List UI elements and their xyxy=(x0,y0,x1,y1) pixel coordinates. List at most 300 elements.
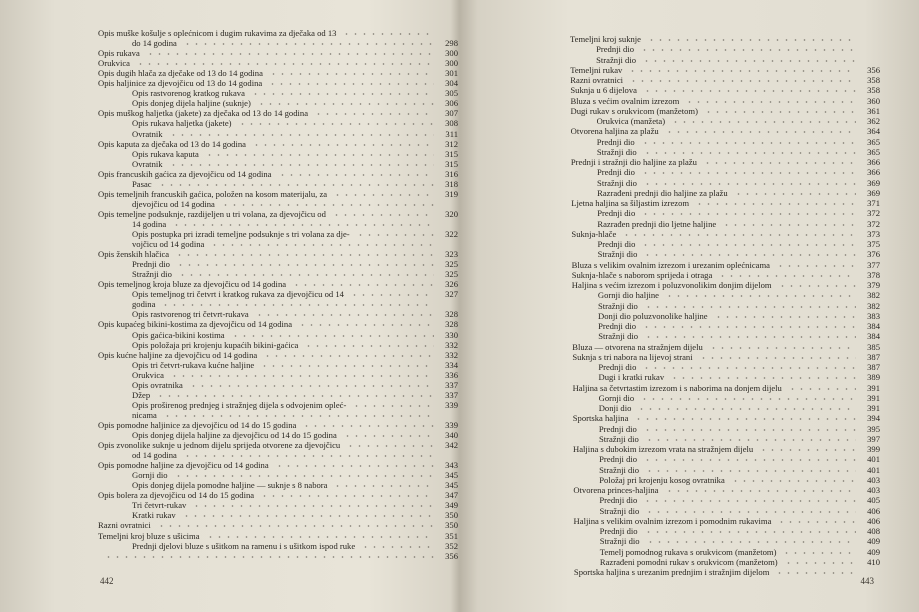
toc-entry-page: 340 xyxy=(445,430,458,440)
leader-dots xyxy=(722,219,856,229)
toc-entry-title: Razni ovratnici xyxy=(570,75,624,85)
leader-dots xyxy=(269,68,434,78)
toc-entry-title: Ovratnik xyxy=(132,158,163,169)
toc-entry-title: Haljina sa četvrtastim izrezom i s naborima na donjem dijelu xyxy=(572,382,782,393)
toc-entry-title: Opis bolera za djevojčicu od 14 do 15 godina xyxy=(98,490,255,501)
page-number: 443 xyxy=(860,576,874,586)
leader-dots xyxy=(158,179,434,189)
toc-entry-title: Opis francuskih gaćica za djevojčicu od 14 godina xyxy=(98,168,272,179)
toc-entry-title: Suknja-hlače s naborom sprijeda i otraga xyxy=(571,269,713,280)
leader-dots xyxy=(641,137,856,147)
toc-entry xyxy=(500,475,880,485)
leader-dots xyxy=(156,390,434,400)
toc-entry-title: Bluza s većim ovalnim izrezom xyxy=(570,95,680,106)
toc-entry xyxy=(40,500,458,510)
toc-entry-title: Prednji dio xyxy=(598,423,637,434)
toc-entry-title: djevojčicu od 14 godina xyxy=(132,198,215,209)
toc-entry xyxy=(40,169,458,179)
toc-entry-title: Stražnji dio xyxy=(596,146,637,157)
leader-dots xyxy=(670,372,856,382)
toc-entry-title: Opis temeljnog kroja bluze za djevojčicu od 14 godina xyxy=(98,279,287,290)
toc-entry-title: Džep xyxy=(132,389,151,400)
toc-entry xyxy=(500,116,880,126)
toc-entry xyxy=(500,403,880,413)
toc-entry-title: Opis rukava haljetka (jakete) xyxy=(132,118,232,129)
toc-entry-title: Prednji dio xyxy=(599,454,638,465)
toc-entry-title: Stražnji dio xyxy=(599,464,640,475)
toc-entry xyxy=(500,44,880,54)
toc-entry-title: Opis muškog haljetka (jakete) za dječaka od 13 do 14 godina xyxy=(98,108,309,119)
toc-entry-page: 358 xyxy=(867,85,880,96)
toc-entry-page: 409 xyxy=(867,536,880,547)
leader-dots xyxy=(665,290,856,300)
toc-entry-page: 308 xyxy=(445,118,458,129)
toc-entry xyxy=(500,485,880,495)
toc-entry-title: Opis kaputa za dječaka od 13 do 14 godina xyxy=(98,138,246,149)
toc-entry-title: Prednji dio xyxy=(598,321,637,331)
toc-entry-page: 401 xyxy=(867,454,880,465)
leader-dots xyxy=(665,485,857,495)
toc-entry xyxy=(500,372,880,382)
toc-entry-title: Opis donjeg dijela haljine za djevojčicu od 14 do 15 godina xyxy=(132,430,337,440)
toc-entry-title: Opis rukava kaputa xyxy=(132,148,199,159)
toc-entry xyxy=(500,167,880,177)
toc-entry xyxy=(40,450,458,460)
leader-dots xyxy=(157,520,434,530)
toc-entry xyxy=(40,309,458,319)
toc-entry-page: 377 xyxy=(867,259,880,270)
toc-entry-page: 318 xyxy=(445,178,458,189)
toc-entry-page: 391 xyxy=(867,392,880,403)
toc-entry-title: Opis temeljnog tri četvrt i kratkog rukava za djevojčicu od 14 xyxy=(132,289,344,300)
toc-entry-title: Tri četvrt-rukav xyxy=(132,500,187,511)
toc-entry xyxy=(40,400,458,410)
toc-entry-title: Opis haljinice za djevojčicu od 13 do 14 godina xyxy=(98,78,263,89)
toc-entry-title: Ljetna haljina sa šiljastim izrezom xyxy=(571,198,690,208)
leader-dots xyxy=(695,198,856,208)
toc-entry-title: Razrađeni pomodni rukav s orukvicom (manžetom) xyxy=(599,556,778,567)
toc-entry xyxy=(40,410,458,420)
leader-dots xyxy=(643,424,856,434)
toc-entry-title: Opis dugih hlača za dječake od 13 do 14 godina xyxy=(98,68,263,79)
toc-entry-page: 403 xyxy=(867,485,880,495)
toc-entry xyxy=(40,159,458,169)
leader-dots xyxy=(642,321,856,331)
leader-dots xyxy=(221,199,434,209)
toc-entry-title: nicama xyxy=(132,409,157,420)
toc-entry-page: 365 xyxy=(867,146,880,157)
toc-entry xyxy=(500,178,880,188)
toc-entry-title: Prednji dio xyxy=(598,362,637,372)
toc-entry-page: 339 xyxy=(445,419,458,430)
toc-entry-title: 14 godina xyxy=(132,218,167,229)
toc-entry-title: Kratki rukav xyxy=(132,510,176,521)
toc-entry-page: 382 xyxy=(867,290,880,301)
toc-entry xyxy=(500,137,880,147)
toc-entry-page: 369 xyxy=(867,177,880,188)
toc-entry-title: Otvorena haljina za plažu xyxy=(570,126,659,137)
toc-entry xyxy=(40,390,458,400)
toc-entry-page: 325 xyxy=(445,269,458,280)
toc-entry-page: 332 xyxy=(445,349,458,360)
toc-entry-title: Prednji dio xyxy=(596,136,635,147)
toc-entry-page: 332 xyxy=(445,339,458,350)
toc-entry xyxy=(40,229,458,239)
leader-dots xyxy=(172,219,434,229)
toc-entry-title: Opis postupka pri izradi temeljne podsuknje s tri volana za dje- xyxy=(132,229,350,239)
toc-entry xyxy=(40,279,458,289)
toc-entry-page: 323 xyxy=(445,249,458,260)
toc-entry xyxy=(40,460,458,470)
toc-entry-page: 322 xyxy=(445,229,458,239)
toc-entry-page: 366 xyxy=(867,167,880,178)
toc-entry-title: Stražnji dio xyxy=(597,177,637,188)
toc-entry-title: Opis položaja pri krojenju kupaćih bikini-gaćica xyxy=(132,339,299,350)
toc-entry-title: Opis donjeg dijela haljine (suknje) xyxy=(132,98,251,109)
toc-entry xyxy=(40,199,458,209)
toc-entry-title: Temeljni kroj suknje xyxy=(570,34,641,44)
toc-entry xyxy=(500,55,880,65)
toc-entry-page: 406 xyxy=(867,505,880,516)
leader-dots xyxy=(333,480,434,490)
toc-entry-title: Opis kupaćeg bikini-kostima za djevojčicu od 14 godina xyxy=(98,319,293,330)
leader-dots xyxy=(634,413,856,423)
leader-dots xyxy=(703,157,856,167)
leader-dots xyxy=(645,465,856,475)
leader-dots xyxy=(671,116,856,126)
toc-entry-title: Opis rastvorenog kratkog rukava xyxy=(132,88,245,99)
leader-dots xyxy=(333,189,434,199)
toc-entry xyxy=(40,541,458,551)
toc-entry xyxy=(40,360,458,370)
leader-dots xyxy=(644,301,856,311)
toc-entry xyxy=(40,269,458,279)
toc-entry xyxy=(40,108,458,118)
toc-entry xyxy=(500,342,880,352)
toc-entry xyxy=(40,510,458,520)
leader-dots xyxy=(257,98,434,108)
toc-entry xyxy=(500,85,880,95)
toc-entry-title: Prednji i stražnji dio haljine za plažu xyxy=(570,157,697,167)
leader-dots xyxy=(782,547,856,557)
toc-entry-title: Haljina s velikim ovalnim izrezom i pomodnim rukavima xyxy=(573,515,772,526)
toc-entry-page: 350 xyxy=(445,510,458,521)
toc-entry-title: Bluza s velikim ovalnim izrezom i urezanim oplećnicama xyxy=(571,259,770,270)
leader-dots xyxy=(260,360,434,370)
toc-entry xyxy=(40,179,458,189)
toc-entry-title: Opis proširenog prednjeg i stražnjeg dijela s odvojenim opleć- xyxy=(132,399,347,410)
toc-entry xyxy=(40,88,458,98)
leader-dots xyxy=(163,410,434,420)
toc-entry-page: 395 xyxy=(867,423,880,434)
toc-entry xyxy=(40,149,458,159)
toc-entry-page: 410 xyxy=(867,556,880,567)
toc-entry-page: 372 xyxy=(867,218,880,229)
toc-entry-page: 362 xyxy=(867,116,880,126)
leader-dots xyxy=(356,229,434,239)
toc-entry-page: 361 xyxy=(867,105,880,116)
toc-entry xyxy=(500,229,880,239)
leader-dots xyxy=(183,450,434,460)
toc-entry xyxy=(40,289,458,299)
leader-dots xyxy=(174,470,434,480)
toc-entry xyxy=(500,516,880,526)
toc-entry xyxy=(40,118,458,128)
leader-dots xyxy=(206,531,434,541)
toc-entry-title: Orukvica xyxy=(132,369,164,380)
leader-dots xyxy=(205,149,434,159)
toc-entry-title: vojčicu od 14 godina xyxy=(132,239,205,250)
toc-entry xyxy=(500,393,880,403)
toc-entry-page: 369 xyxy=(867,187,880,198)
toc-entry xyxy=(40,189,458,199)
leader-dots xyxy=(292,279,434,289)
toc-entry-title: Opis tri četvrt-rukava kućne haljine xyxy=(132,359,255,370)
toc-entry-title: Orukvica xyxy=(98,58,130,69)
toc-entry-page: 315 xyxy=(445,148,458,159)
toc-entry xyxy=(500,219,880,229)
toc-entry xyxy=(500,280,880,290)
toc-entry xyxy=(500,413,880,423)
toc-entry-title: Razni ovratnici xyxy=(98,520,151,531)
toc-entry xyxy=(500,454,880,464)
toc-entry xyxy=(40,480,458,490)
leader-dots xyxy=(685,96,856,106)
leader-dots xyxy=(641,208,856,218)
toc-entry xyxy=(40,219,458,229)
toc-entry xyxy=(500,547,880,557)
leader-dots xyxy=(352,400,434,410)
leader-dots xyxy=(136,58,434,68)
toc-entry xyxy=(40,520,458,530)
toc-entry-title: godina xyxy=(132,299,156,310)
toc-entry-page: 326 xyxy=(445,279,458,290)
page-number: 442 xyxy=(100,576,114,586)
toc-entry-title: Sportska haljina xyxy=(572,413,629,424)
toc-entry xyxy=(500,526,880,536)
leader-dots xyxy=(637,403,856,413)
leader-dots xyxy=(704,106,856,116)
toc-entry xyxy=(500,465,880,475)
toc-entry-page: 360 xyxy=(867,95,880,106)
leader-dots xyxy=(643,495,856,505)
toc-entry-page: 312 xyxy=(445,138,458,149)
toc-entry xyxy=(500,506,880,516)
toc-entry-page: 330 xyxy=(445,329,458,340)
leader-dots xyxy=(210,239,434,249)
toc-entry xyxy=(40,28,458,38)
toc-entry-page: 298 xyxy=(445,38,458,49)
toc-entry-title: Sportska haljina s urezanim prednjim i stražnjim dijelom xyxy=(573,567,770,577)
leader-dots xyxy=(238,118,435,128)
toc-entry-title: Opis temeljne podsuknje, razdijeljen u tri volana, za djevojčicu od xyxy=(98,208,326,219)
toc-entry-title: Stražnji dio xyxy=(599,505,640,516)
leader-dots xyxy=(169,129,434,139)
leader-dots xyxy=(628,65,856,75)
toc-entry-page: 358 xyxy=(867,75,880,85)
toc-entry-page: 345 xyxy=(445,470,458,481)
toc-entry-page: 378 xyxy=(867,269,880,280)
toc-entry-title: Suknja u 6 dijelova xyxy=(570,85,637,96)
toc-entry-page: 345 xyxy=(445,480,458,491)
leader-dots xyxy=(170,370,434,380)
toc-entry-page: 342 xyxy=(445,440,458,451)
leader-dots xyxy=(304,340,434,350)
toc-entry-title: Prednji dio xyxy=(596,44,635,55)
leader-dots xyxy=(644,526,856,536)
toc-entry-page: 336 xyxy=(445,369,458,380)
leader-dots xyxy=(641,239,856,249)
toc-entry-title: Dugi rukav s orukvicom (manžetom) xyxy=(570,105,698,116)
toc-entry-title: Opis kućne haljine za djevojčicu od 14 godina xyxy=(98,349,258,360)
toc-entry-page: 375 xyxy=(867,239,880,249)
toc-entry xyxy=(500,444,880,454)
toc-entry-page: 334 xyxy=(445,359,458,370)
leader-dots xyxy=(646,536,856,546)
leader-dots xyxy=(263,350,434,360)
toc-entry-page: 409 xyxy=(867,546,880,557)
leader-dots xyxy=(643,147,856,157)
toc-entry xyxy=(40,370,458,380)
toc-entry xyxy=(40,350,458,360)
toc-entry-page: 351 xyxy=(445,530,458,541)
toc-entry xyxy=(500,208,880,218)
leader-dots xyxy=(645,506,856,516)
toc-entry-page: 405 xyxy=(867,495,880,506)
leader-dots xyxy=(788,383,856,393)
toc-entry-page: 384 xyxy=(867,321,880,331)
toc-entry xyxy=(40,551,458,561)
leader-dots xyxy=(346,440,434,450)
toc-entry xyxy=(500,249,880,259)
toc-entry-page: 364 xyxy=(867,126,880,137)
leader-dots xyxy=(641,167,856,177)
toc-entry-title: Opis ovratnika xyxy=(132,379,183,390)
leader-dots xyxy=(718,270,856,280)
toc-entry-title: Donji dio xyxy=(598,403,632,413)
toc-entry-title: Gornji dio haljine xyxy=(597,290,659,301)
toc-entry-page: 349 xyxy=(445,500,458,511)
leader-dots xyxy=(298,319,434,329)
toc-entry xyxy=(40,470,458,480)
toc-entry xyxy=(40,299,458,309)
toc-entry xyxy=(40,420,458,430)
leader-dots xyxy=(699,352,856,362)
toc-entry xyxy=(500,311,880,321)
toc-entry-page: 311 xyxy=(445,128,458,139)
toc-entry-page: 352 xyxy=(445,540,458,551)
toc-entry xyxy=(500,301,880,311)
toc-entry xyxy=(500,290,880,300)
toc-entry-page: 373 xyxy=(867,228,880,239)
toc-entry-title: Bluza — otvorena na stražnjem dijelu xyxy=(572,341,703,352)
toc-entry xyxy=(40,48,458,58)
toc-entry-page: 397 xyxy=(867,433,880,444)
leader-dots xyxy=(776,260,856,270)
toc-entry xyxy=(40,319,458,329)
leader-dots xyxy=(645,434,856,444)
toc-entry-title: Haljina s većim izrezom i poluzvonolikim donjim dijelom xyxy=(571,280,772,290)
leader-dots xyxy=(278,169,435,179)
toc-entry-title: Prednji dio xyxy=(599,495,638,506)
leader-dots xyxy=(643,249,856,259)
toc-entry-page: 399 xyxy=(867,444,880,454)
leader-dots xyxy=(192,500,434,510)
toc-entry xyxy=(40,531,458,541)
toc-entry-page: 305 xyxy=(445,88,458,99)
toc-entry-title: Opis gaćica-bikini kostima xyxy=(132,329,225,340)
toc-entry-title: Suknja-hlače xyxy=(571,228,617,239)
toc-entry-page: 307 xyxy=(445,108,458,119)
toc-entry-page: 394 xyxy=(867,413,880,424)
toc-entry-title: Suknja s tri nabora na lijevoj strani xyxy=(572,351,693,362)
toc-entry-page: 350 xyxy=(445,520,458,531)
leader-dots xyxy=(275,460,434,470)
toc-entry-title: Položaj pri krojenju kosog ovratnika xyxy=(599,474,725,485)
leader-dots xyxy=(777,516,856,526)
toc-entry-title: Stražnji dio xyxy=(597,249,638,260)
toc-entry-page: 403 xyxy=(867,474,880,485)
toc-entry-title: Orukvica (manžeta) xyxy=(596,116,666,126)
toc-entry xyxy=(40,38,458,48)
toc-entry-page: 320 xyxy=(445,208,458,219)
toc-entry-page: 383 xyxy=(867,310,880,321)
leader-dots xyxy=(640,44,856,54)
toc-entry-title: Opis muške košulje s oplećnicom i dugim rukavima za dječaka od 13 xyxy=(98,28,337,38)
toc-entry-title: Opis temeljnih francuskih gaćica, položen na kosom materijalu, za xyxy=(98,188,328,199)
toc-entry-page: 315 xyxy=(445,158,458,169)
toc-entry xyxy=(500,383,880,393)
toc-entry-title: od 14 godina xyxy=(132,450,177,461)
toc-entry-page: 366 xyxy=(867,157,880,167)
right-page xyxy=(500,0,880,612)
toc-entry-page: 391 xyxy=(867,403,880,413)
leader-dots xyxy=(731,475,856,485)
toc-entry xyxy=(500,362,880,372)
toc-entry xyxy=(500,157,880,167)
toc-entry-page: 389 xyxy=(867,372,880,383)
toc-entry xyxy=(40,330,458,340)
toc-entry-page: 337 xyxy=(445,389,458,400)
toc-entry-page: 328 xyxy=(445,319,458,330)
toc-entry-page: 379 xyxy=(867,280,880,290)
toc-entry-page: 365 xyxy=(867,136,880,147)
leader-dots xyxy=(252,139,434,149)
toc-entry xyxy=(500,352,880,362)
toc-entry xyxy=(40,490,458,500)
leader-dots xyxy=(775,567,856,577)
toc-entry xyxy=(40,249,458,259)
toc-entry-title: Stražnji dio xyxy=(597,300,638,311)
toc-entry xyxy=(500,270,880,280)
toc-entry-page: 347 xyxy=(445,490,458,501)
toc-entry-page: 401 xyxy=(867,464,880,475)
toc-entry-title: Otvorena princes-haljina xyxy=(573,485,659,495)
toc-entry-page: 339 xyxy=(445,399,458,410)
leader-dots xyxy=(642,55,856,65)
toc-entry xyxy=(40,58,458,68)
leader-dots xyxy=(231,330,434,340)
toc-entry xyxy=(40,340,458,350)
toc-entry-page: 391 xyxy=(867,382,880,393)
toc-entry-title: Prednji dio xyxy=(132,259,170,270)
toc-entry-page: 300 xyxy=(445,48,458,59)
toc-entry xyxy=(500,34,880,44)
toc-entry xyxy=(40,129,458,139)
toc-entry-title: Prednji dio xyxy=(596,167,635,178)
toc-entry xyxy=(40,430,458,440)
leader-dots xyxy=(189,380,434,390)
